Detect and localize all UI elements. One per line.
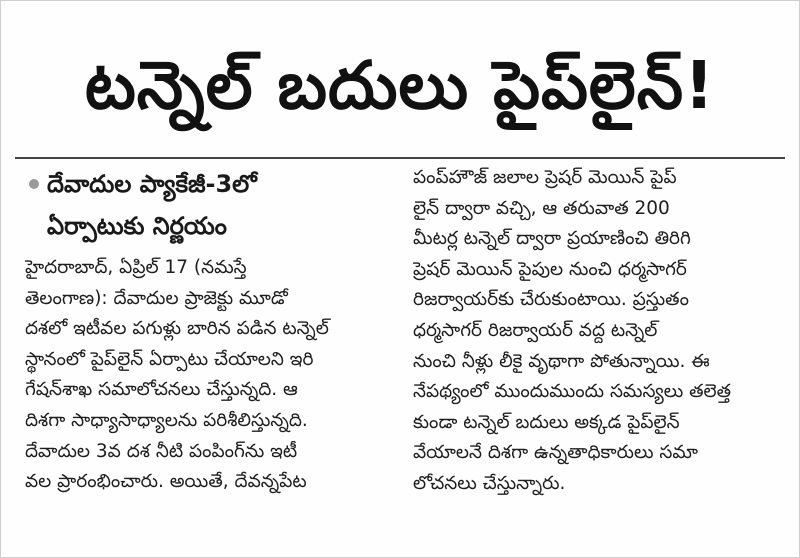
body-line: నుంచి నీళ్లు లీకై వృథాగా పోతున్నాయి. ఈ: [413, 350, 710, 372]
kicker-line: ఏర్పాటుకు నిర్ణయం: [47, 212, 227, 240]
kicker-line: దేవాదుల ప్యాకేజీ-3లో: [47, 170, 257, 198]
body-line: లోచనలు చేస్తున్నారు.: [413, 472, 566, 494]
body-line: దశలో ఇటీవల పగుళ్లు బారిన పడిన టన్నెల్: [25, 318, 329, 340]
body-line: గేషన్‌శాఖ సమాలోచనలు చేస్తున్నది. ఆ: [25, 379, 298, 401]
body-line: రిజర్వాయర్‌కు చేరుకుంటాయి. ప్రస్తుతం: [413, 289, 689, 311]
body-line: కుండా టన్నెల్ బదులు అక్కడ పైప్‌లైన్: [413, 411, 680, 433]
body-line: వల ప్రారంభించారు. అయితే, దేవన్నపేట: [25, 471, 307, 493]
bullet-icon: [29, 179, 39, 189]
body-line: స్థానంలో పైప్‌లైన్ ఏర్పాటు చేయాలని ఇరి: [25, 348, 314, 370]
body-line: దేవాదుల 3వ దశ నీటి పంపింగ్‌ను ఇటీ: [25, 440, 298, 462]
headline: టన్నెల్ బదులు పైప్‌లైన్!: [84, 46, 716, 124]
body-line: నేపథ్యంలో ముందుముందు సమస్యలు తలెత్త: [413, 381, 732, 403]
kicker: [25, 163, 397, 247]
kicker-text: [47, 163, 257, 247]
body-line: లైన్ ద్వారా వచ్చి, ఆ తరువాత 200: [413, 197, 670, 219]
body-line: మీటర్ల టన్నెల్ ద్వారా ప్రయాణించి తిరిగి: [413, 228, 691, 250]
body-line: ధర్మసాగర్ రిజర్వాయర్ వద్ద టన్నెల్: [413, 319, 658, 341]
right-column: [413, 163, 781, 553]
body-line: దిశగా సాధ్యాసాధ్యాలను పరిశీలిస్తున్నది.: [25, 409, 308, 431]
body-line: తెలంగాణ): దేవాదుల ప్రాజెక్టు మూడో: [25, 287, 288, 309]
body-line: ప్రెషర్ మెయిన్ పైపుల నుంచి ధర్మసాగర్: [413, 258, 687, 280]
body-line: హైదరాబాద్, ఏప్రిల్ 17 (నమస్తే: [25, 257, 247, 278]
left-column-text: [25, 253, 397, 498]
body-line: పంప్‌హౌజ్ జలాల ప్రెషర్ మెయిన్ పైప్: [413, 167, 677, 188]
left-column: [25, 163, 397, 553]
body-line: వేయాలనే దిశగా ఉన్నతాధికారులు సమా: [413, 442, 698, 464]
headline-divider: [15, 157, 785, 159]
